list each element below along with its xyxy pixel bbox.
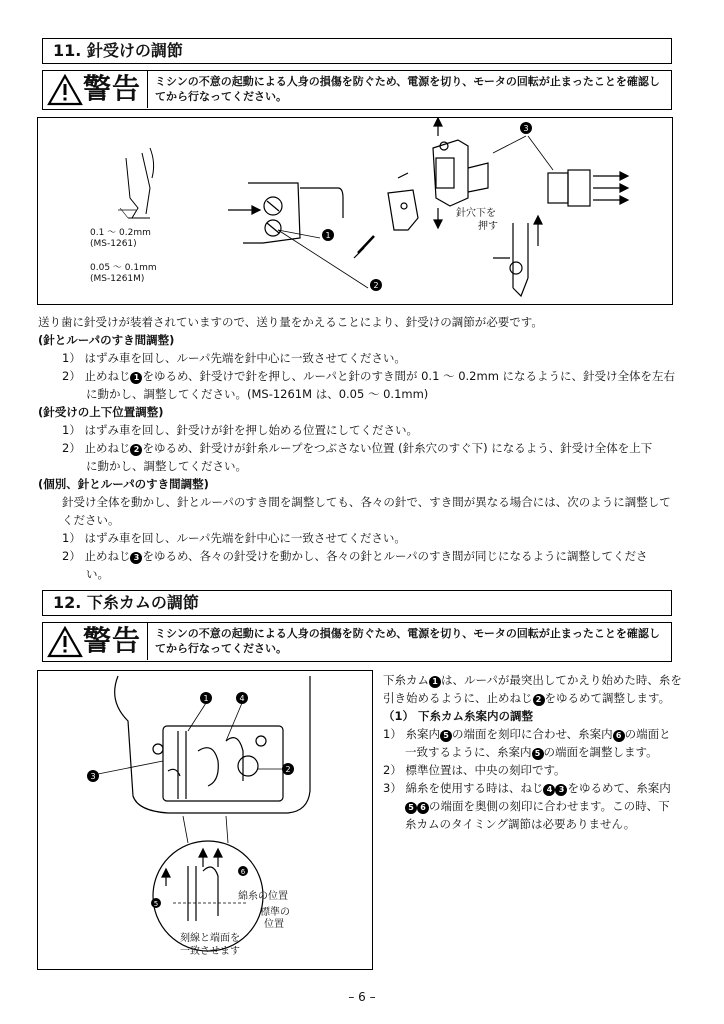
gap-label-1261m: 0.05 ～ 0.1mm xyxy=(90,263,157,273)
svg-text:6: 6 xyxy=(240,868,246,876)
heading-individual-adjust: (個別、針とルーパのすき間調整) xyxy=(38,477,209,491)
individual-step-2: 2） 止めねじ 3 をゆるめ、各々の針受けを動かし、各々の針とルーパのすき間が同じになるように調整してくださ xyxy=(62,549,648,563)
vertical-step-1: 1） はずみ車を回し、針受けが針を押し始める位置にしてください。 xyxy=(62,423,418,437)
gap-step-2: 2） 止めねじ 1 をゆるめ、針受けで針を押し、ルーパと針のすき間が 0.1 ～ 0.2mm になるように、針受け全体を左右 xyxy=(62,369,676,383)
thread-cam-illustration xyxy=(38,671,371,968)
svg-text:1: 1 xyxy=(203,694,209,703)
gap-step-2-cont: に動かし、調整してください。(MS-1261M は、0.05 ～ 0.1mm) xyxy=(86,387,429,401)
warning-message: ミシンの不意の起動による人身の損傷を防ぐため、電源を切り、モータの回転が止まったことを確認し てから行なってください。 xyxy=(155,75,660,103)
svg-text:5: 5 xyxy=(153,900,159,908)
cam-para-2: 引き始めるように、止めねじ 2 をゆるめて調整します。 xyxy=(383,691,671,705)
cam-step-3: 3） 綿糸を使用する時は、ねじ 4 3 をゆるめて、糸案内 xyxy=(383,781,671,795)
label-cotton-position: 綿糸の位置 xyxy=(238,891,288,902)
svg-text:3: 3 xyxy=(523,124,529,133)
label-align-2: 一致させます xyxy=(180,946,240,957)
cam-subheading: （1） 下糸カム糸案内の調整 xyxy=(383,709,534,723)
gap-step-1: 1） はずみ車を回し、ルーパ先端を針中心に一致させてください。 xyxy=(62,351,406,365)
figure-needle-guard xyxy=(37,117,673,305)
cam-step-1: 1） 糸案内 5 の端面を刻印に合わせ、糸案内 6 の端面と xyxy=(383,727,671,741)
svg-text:2: 2 xyxy=(373,281,379,290)
individual-para-2: ください。 xyxy=(62,513,120,527)
cam-step-1-cont: 一致するように、糸案内 5 の端面を調整します。 xyxy=(405,745,658,759)
figure-looper-thread-cam xyxy=(37,670,373,970)
cam-para-1: 下糸カム 1 は、ルーパが最突出してかえり始めた時、糸を xyxy=(383,673,682,687)
section-12-title: 12. 下糸カムの調節 xyxy=(42,590,672,616)
individual-step-2-cont: い。 xyxy=(86,567,109,581)
warning-box-12 xyxy=(42,622,672,662)
warning-triangle-icon xyxy=(47,626,83,658)
heading-vertical-adjust: (針受けの上下位置調整) xyxy=(38,405,164,419)
svg-text:3: 3 xyxy=(90,772,96,781)
warning-word: 警告 xyxy=(83,624,142,657)
individual-para-1: 針受け全体を動かし、針とルーパのすき間を調整しても、各々の針で、すき間が異なる場合には、次のように調整して xyxy=(62,495,671,509)
svg-text:2: 2 xyxy=(285,765,291,774)
marker-1-inline: 1 xyxy=(130,372,142,384)
warning-message: ミシンの不意の起動による人身の損傷を防ぐため、電源を切り、モータの回転が止まったことを確認し てから行なってください。 xyxy=(155,627,660,655)
cam-step-3-cont2: 糸カムのタイミング調節は必要ありません。 xyxy=(405,817,636,831)
push-label-2: 押す xyxy=(478,221,498,232)
section-11-title: 11. 針受けの調節 xyxy=(42,38,672,64)
warning-box-11 xyxy=(42,70,672,110)
individual-step-1: 1） はずみ車を回し、ルーパ先端を針中心に一致させてください。 xyxy=(62,531,406,545)
label-standard-2: 位置 xyxy=(264,919,284,930)
vertical-step-2: 2） 止めねじ 2 をゆるめ、針受けが針糸ループをつぶさない位置 (針糸穴のすぐ下) になるよう、針受け全体を上下 xyxy=(62,441,653,455)
model-label-1261m: (MS-1261M) xyxy=(90,274,145,284)
marker-3-inline: 3 xyxy=(130,552,142,564)
cam-step-3-cont: 5 6 の端面を奥側の刻印に合わせます。この時、下 xyxy=(405,798,670,814)
push-label-1: 針穴下を xyxy=(456,208,496,219)
label-standard-1: 標準の xyxy=(260,907,290,918)
gap-label-1261: 0.1 ～ 0.2mm xyxy=(90,228,151,238)
svg-text:4: 4 xyxy=(239,694,245,703)
page-number: – 6 – xyxy=(348,990,376,1004)
cam-step-2: 2） 標準位置は、中央の刻印です。 xyxy=(383,763,566,777)
warning-triangle-icon xyxy=(47,74,83,106)
model-label-1261: (MS-1261) xyxy=(90,239,137,249)
svg-text:1: 1 xyxy=(325,231,331,240)
vertical-step-2-cont: に動かし、調整してください。 xyxy=(86,459,247,473)
label-align-1: 刻線と端面を xyxy=(180,933,240,944)
warning-word: 警告 xyxy=(83,72,142,105)
section-11-intro: 送り歯に針受けが装着されていますので、送り量をかえることにより、針受けの調節が必要です。 xyxy=(38,315,543,329)
heading-gap-adjust: (針とルーパのすき間調整) xyxy=(38,333,175,347)
marker-2-inline: 2 xyxy=(130,444,142,456)
